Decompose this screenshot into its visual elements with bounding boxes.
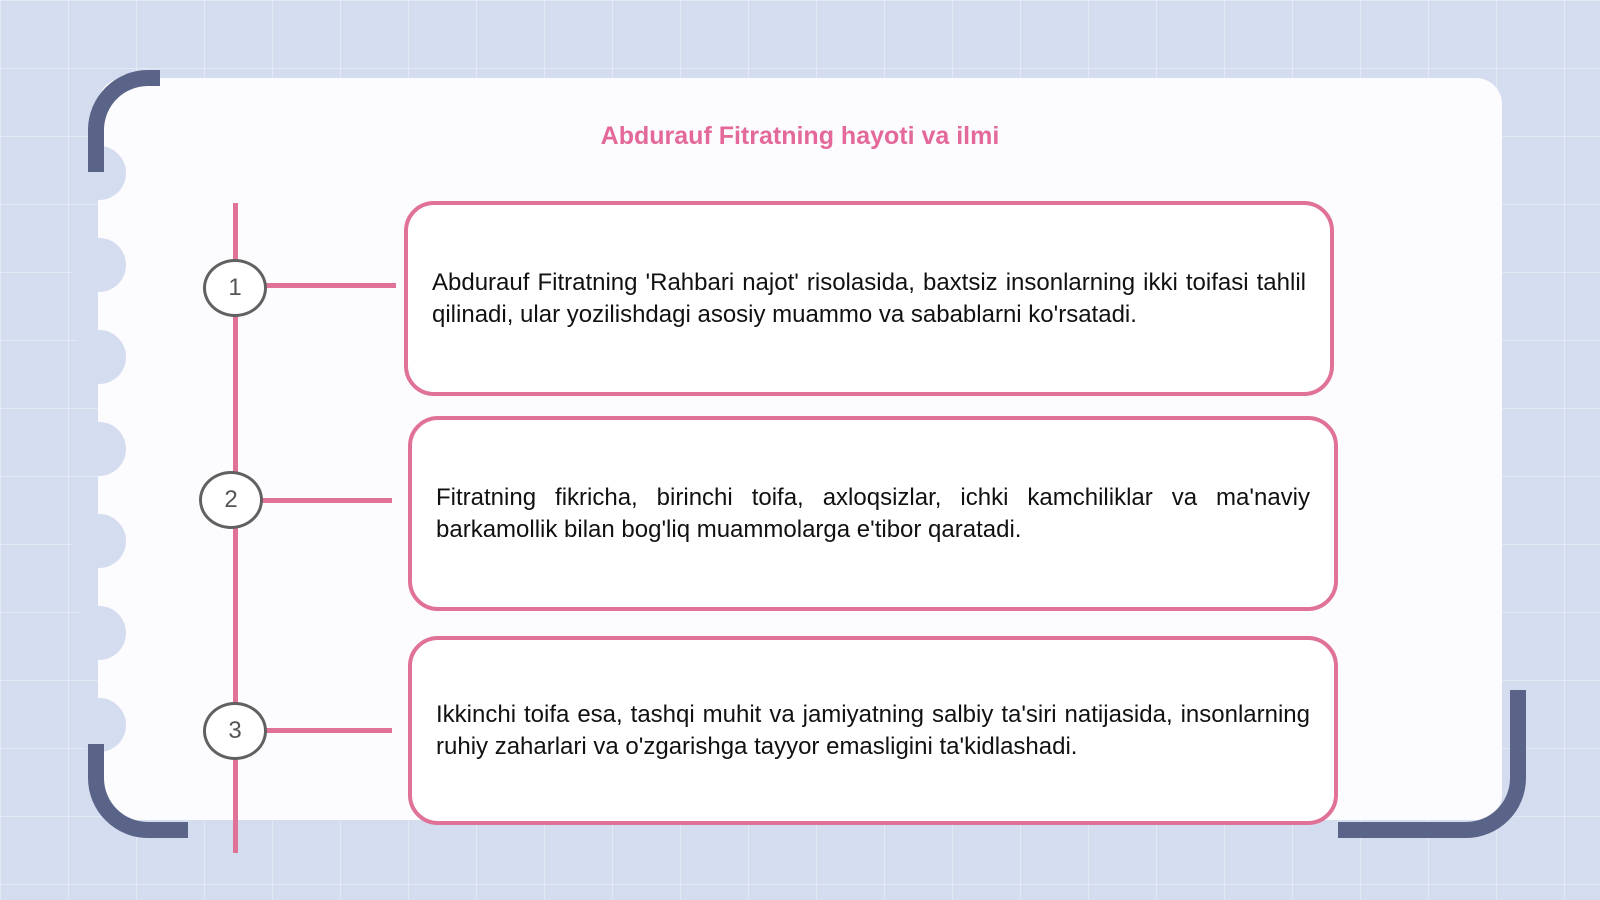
notebook-notch [72,606,126,660]
notebook-notch [72,422,126,476]
step-content-box [408,416,1338,611]
step-content-box [408,636,1338,825]
step-number-circle: 1 [203,259,267,317]
corner-bracket-bottom-left [88,744,188,838]
step-text: Abdurauf Fitratning 'Rahbari najot' risolasida, baxtsiz insonlarning ikki toifasi tahlil qilinadi, ular yozilishdagi asosiy muammo va sabablarni ko'rsatadi. [432,268,1306,328]
corner-bracket-bottom-right [1338,690,1526,838]
slide-title: Abdurauf Fitratning hayoti va ilmi [600,122,1000,150]
notebook-notch [72,330,126,384]
step-text: Fitratning fikricha, birinchi toifa, axloqsizlar, ichki kamchiliklar va ma'naviy barkamollik bilan bog'liq muammolarga e'tibor qaratadi. [436,483,1310,543]
timeline-connector [266,728,392,733]
timeline-connector [266,283,396,288]
step-number-circle: 3 [203,702,267,760]
notebook-notch [72,238,126,292]
timeline-connector [262,498,392,503]
step-content-box [404,201,1334,396]
notebook-notch [72,514,126,568]
corner-bracket-top-left [88,70,160,172]
step-number-circle: 2 [199,471,263,529]
step-text: Ikkinchi toifa esa, tashqi muhit va jamiyatning salbiy ta'siri natijasida, insonlarning ruhiy zaharlari va o'zgarishga tayyor emasligini ta'kidlashadi. [436,700,1310,760]
